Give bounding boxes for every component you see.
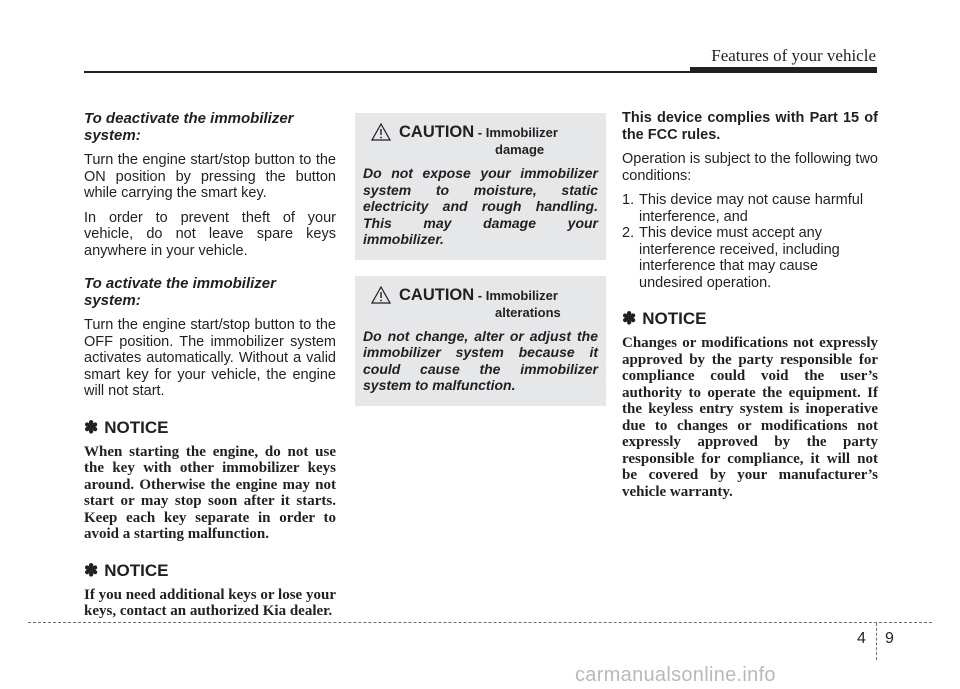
page-number-separator (876, 623, 877, 660)
notice-1-body: When starting the engine, do not use the key with other immobilizer keys around. Otherwise the engine may not start or may stop soon after it starts. Keep each key separate in order to avoid a starting malfunction. (84, 443, 336, 542)
page-number: 9 (885, 630, 894, 647)
list-item-number: 1. (622, 192, 635, 208)
deactivate-heading-line2: system: (84, 127, 141, 144)
caution-1-word: CAUTION (399, 123, 475, 141)
activate-paragraph: Turn the engine start/stop button to the OFF position. The immobilizer system activates automatically. Without a valid smart key for your vehicle, the engine will not start. (84, 317, 336, 399)
notice-star-icon: ✽ (84, 560, 99, 580)
caution-2-sub-line2: alterations (495, 304, 561, 320)
notice-3-label: NOTICE (642, 309, 707, 328)
caution-2-word: CAUTION (399, 285, 475, 304)
warning-triangle-icon (371, 123, 391, 141)
list-item-text: This device may not cause harmful interference, and (639, 192, 864, 225)
notice-star-icon: ✽ (622, 309, 637, 328)
caution-1-heading (363, 123, 598, 157)
caution-1-sub-line1: - Immobilizer (474, 125, 558, 140)
page-header-title: Features of your vehicle (711, 46, 876, 65)
left-column (84, 110, 336, 628)
caution-box-alterations (355, 276, 606, 406)
notice-1-heading (84, 418, 336, 438)
deactivate-paragraph-1: Turn the engine start/stop button to the ON position by pressing the button while carrying the smart key. (84, 152, 336, 201)
watermark: carmanualsonline.info (575, 664, 776, 686)
right-column (622, 110, 878, 508)
caution-2-sub-line1: - Immobilizer (474, 287, 558, 303)
conditions-list (622, 192, 878, 291)
notice-2-body: If you need additional keys or lose your keys, contact an authorized Kia dealer. (84, 586, 336, 619)
middle-column (355, 113, 606, 422)
caution-2-title (399, 286, 561, 320)
header-rule (84, 71, 690, 73)
deactivate-paragraph-2: In order to prevent theft of your vehicle, do not leave spare keys anywhere in your vehicle. (84, 209, 336, 259)
header-rule-accent (690, 67, 877, 73)
fcc-compliance-paragraph: This device complies with Part 15 of the FCC rules. (622, 110, 878, 143)
caution-box-damage (355, 113, 606, 260)
deactivate-heading-line1: To deactivate the immobilizer (84, 110, 294, 127)
list-item (622, 192, 878, 225)
activate-heading: To activate the immobilizer system: (84, 275, 276, 309)
list-item-number: 2. (622, 225, 635, 241)
caution-1-sub-line2: damage (495, 142, 545, 157)
notice-3-body: Changes or modifications not expressly approved by the party responsible for compliance could void the user’s authority to operate the equipment. If the keyless entry system is inoperative due to changes or modifications not expressly approved by the party responsible for compliance, it will not be covered by your manufacturer’s vehicle warranty. (622, 335, 878, 500)
caution-2-heading (363, 286, 598, 320)
list-item-text: This device must accept any interference received, including interference that may cause undesired operation. (639, 225, 840, 291)
chapter-number: 4 (857, 630, 866, 647)
footer-rule (28, 622, 932, 623)
list-item (622, 225, 878, 291)
caution-2-body: Do not change, alter or adjust the immobilizer system because it could cause the immobilizer system to malfunction. (363, 327, 598, 393)
notice-3-heading (622, 309, 878, 329)
notice-2-heading (84, 561, 336, 581)
caution-1-body: Do not expose your immobilizer system to moisture, static electricity and rough handling. This may damage your immobilizer. (363, 165, 598, 247)
notice-1-label: NOTICE (104, 417, 169, 437)
caution-1-title (399, 123, 558, 157)
notice-2-label: NOTICE (104, 560, 169, 580)
warning-triangle-icon (371, 286, 391, 304)
notice-star-icon: ✽ (84, 417, 99, 437)
deactivate-heading (84, 110, 336, 144)
operation-paragraph: Operation is subject to the following two conditions: (622, 151, 878, 184)
